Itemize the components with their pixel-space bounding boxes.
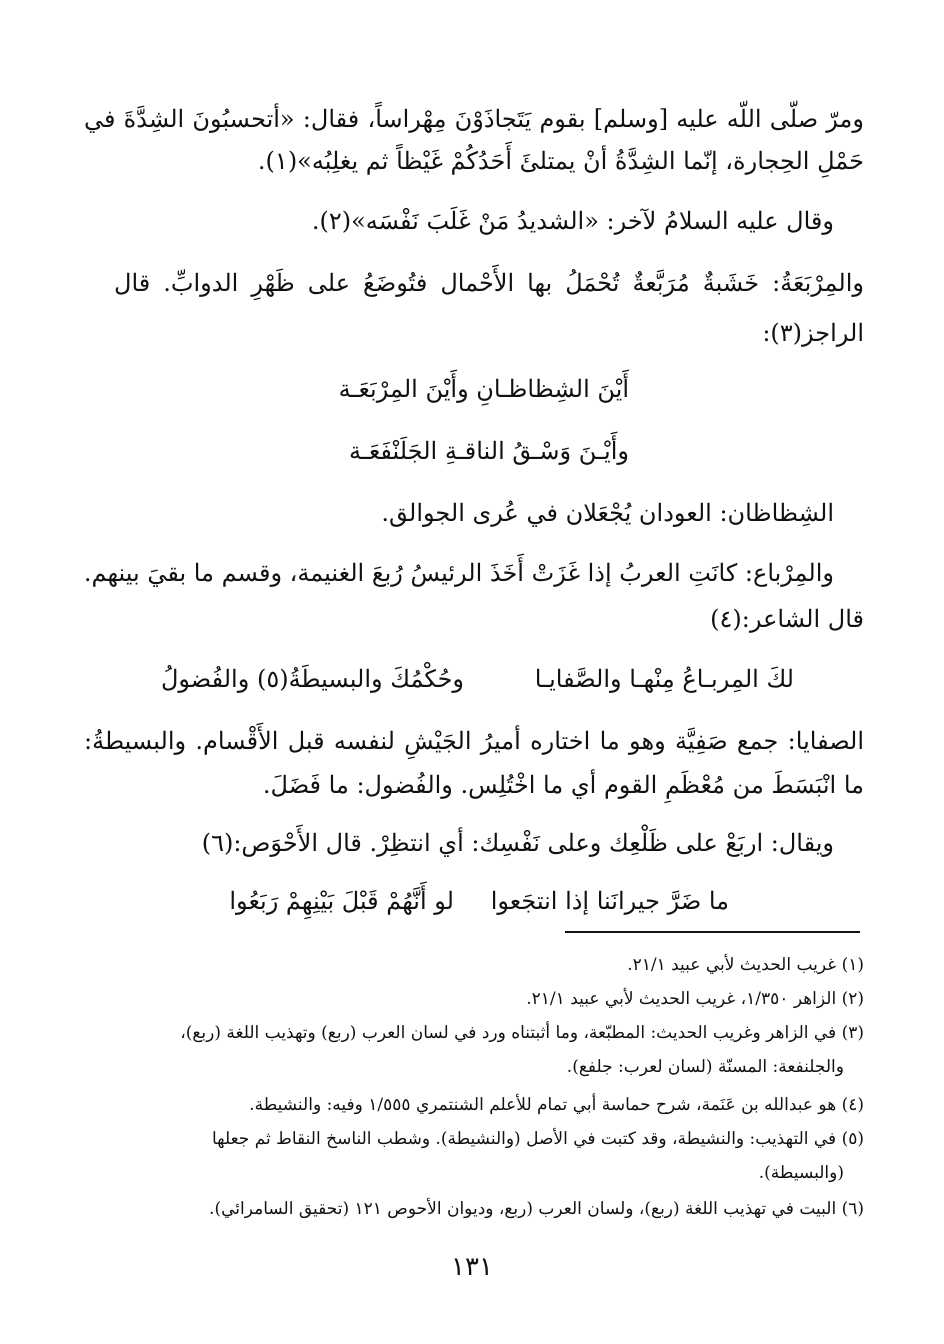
body-line: والمِرْبَعَةُ: خَشَبةٌ مُرَبَّعةٌ تُحْمَلُ بها الأَحْمال فتُوضَعُ على ظَهْرِ الدوابِّ. قال [114, 269, 864, 297]
body-line: ويقال: اربَعْ على ظَلْعِك وعلى نَفْسِك: أي انتظِرْ. قال الأَحْوَص:(٦) [201, 829, 834, 857]
verse-line: وأَيْـنَ وَسْـقُ الناقـةِ الجَلَنْفَعَـة [348, 437, 629, 465]
verse-hemistich-left: وحُكْمُكَ والبسيطَةُ(٥) والفُضولُ [160, 665, 464, 693]
verse-line: أَيْنَ الشِظاظـانِ وأَيْنَ المِرْبَعَـة [338, 375, 629, 403]
verse-hemistich-right: لكَ المِربـاعُ مِنْهـا والصَّفايـا [534, 665, 794, 693]
body-line: قال الشاعر:(٤) [710, 605, 864, 633]
footnote-separator [565, 931, 860, 933]
body-line: ما انْبَسَطَ من مُعْظَمِ القوم أي ما اخْتُلِس. والفُضول: ما فَضَلَ. [262, 771, 864, 799]
body-line: وقال عليه السلامُ لآخر: «الشديدُ مَنْ غَلَبَ نَفْسَه»(٢). [311, 207, 834, 235]
footnote: والجلنفعة: المسنّة (لسان لعرب: جلفع). [566, 1057, 844, 1077]
footnote: (٢) الزاهر ١/٣٥٠، غريب الحديث لأبي عبيد ٢١/١. [526, 989, 864, 1009]
body-line: حَمْلِ الحِجارة، إنّما الشِدَّةُ أنْ يمتلئَ أَحَدُكُمْ غَيْظاً ثم يغلِبُه»(١). [257, 147, 864, 175]
body-line: الصفايا: جمع صَفِيَّة وهو ما اختاره أميرُ الجَيْشِ لنفسه قبل الأَقْسام. والبسيطةُ: [84, 727, 864, 755]
footnote: (٤) هو عبدالله بن عَنَمة، شرح حماسة أبي تمام للأعلم الشنتمري ١/٥٥٥ وفيه: والنشيطة. [249, 1095, 864, 1115]
body-line: ومرّ صلّى اللّه عليه [وسلم] بقوم يَتَجاذَوْنَ مِهْراساً، فقال: «أتحسبُونَ الشِدَّةَ في [84, 105, 864, 133]
page-number: ١٣١ [451, 1252, 493, 1282]
body-line: الشِظاظان: العودان يُجْعَلان في عُرى الجوالق. [381, 499, 834, 527]
footnote: (٥) في التهذيب: والنشيطة، وقد كتبت في الأصل (والنشيطة). وشطب الناسخ النقاط ثم جعلها [211, 1129, 864, 1149]
verse-hemistich-right: ما ضَرَّ جيرانَنا إذا انتجَعوا [490, 887, 729, 915]
footnote: (٣) في الزاهر وغريب الحديث: المطبّعة، وما أثبتناه ورد في لسان العرب (ربع) وتهذيب اللغة (ربع)، [180, 1023, 864, 1043]
footnote: (١) غريب الحديث لأبي عبيد ٢١/١. [627, 955, 864, 975]
verse-hemistich-left: لو أَنَّهُمْ قَبْلَ بَيْنِهِمْ رَبَعُوا [229, 887, 454, 915]
body-line: الراجز(٣): [762, 319, 864, 347]
footnote: (٦) البيت في تهذيب اللغة (ربع)، ولسان العرب (ربع، وديوان الأحوص ١٢١ (تحقيق السامرائي). [209, 1199, 864, 1219]
body-line: والمِرْباع: كانَتِ العربُ إذا غَزَتْ أَخَذَ الرئيسُ رُبعَ الغنيمة، وقسم ما بقيَ بينهم. [83, 559, 834, 587]
footnote: (والبسيطة). [758, 1163, 844, 1183]
